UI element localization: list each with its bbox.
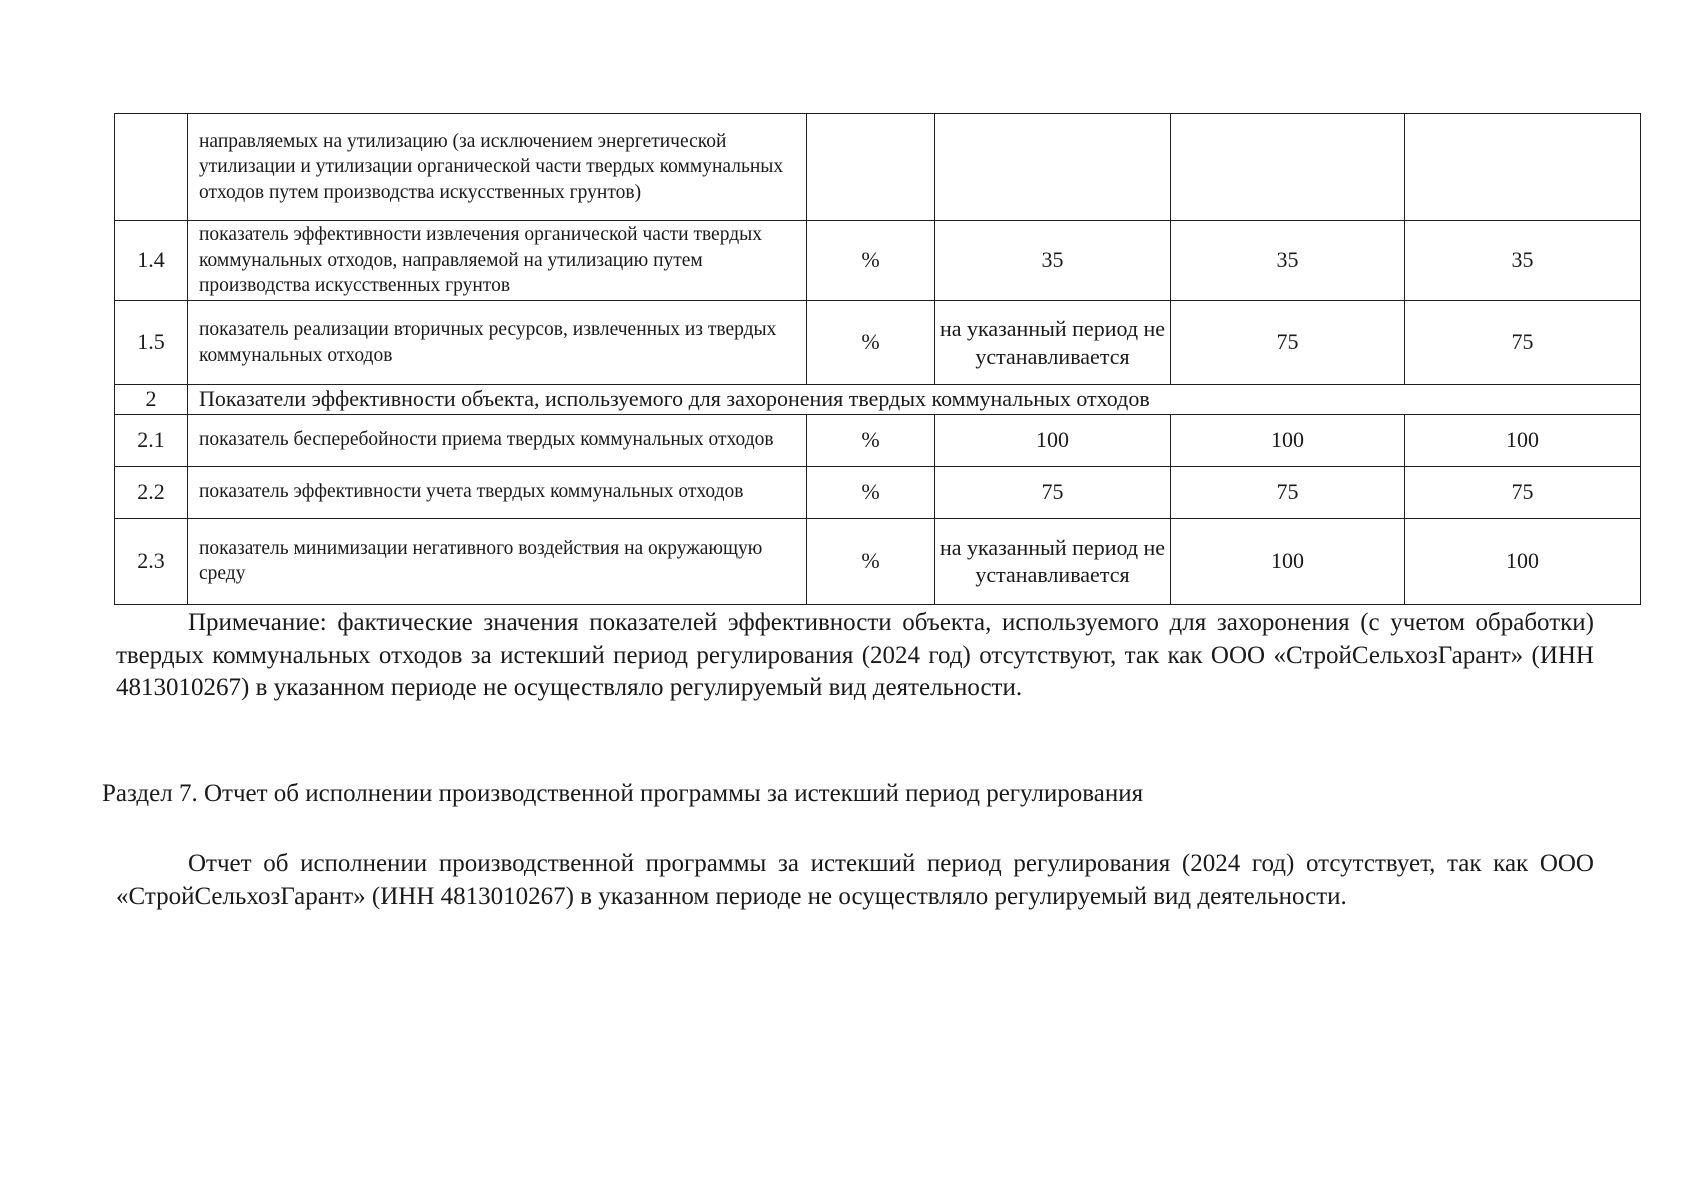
value-cell: 100: [1405, 518, 1641, 604]
value-cell: 75: [1405, 466, 1641, 518]
table-row: [115, 414, 1641, 466]
table-row: [115, 466, 1641, 518]
row-number: 2.2: [115, 466, 188, 518]
indicator-name: показатель эффективности извлечения органической части твердых коммунальных отходов, направляемой на утилизацию путем производства искусственных грунтов: [188, 221, 807, 301]
indicator-name: показатель реализации вторичных ресурсов, извлеченных из твердых коммунальных отходов: [188, 301, 807, 385]
value-cell: 35: [1405, 221, 1641, 301]
section-number: 2: [115, 385, 188, 415]
unit-cell: %: [807, 518, 935, 604]
row-number: 1.4: [115, 221, 188, 301]
row-number: 1.5: [115, 301, 188, 385]
unit-cell: %: [807, 221, 935, 301]
row-number: 2.3: [115, 518, 188, 604]
indicator-name: показатель минимизации негативного воздействия на окружающую среду: [188, 518, 807, 604]
section-7-paragraph: [116, 848, 1594, 913]
table-row: [115, 114, 1641, 221]
indicator-name: показатель эффективности учета твердых коммунальных отходов: [188, 466, 807, 518]
unit-cell: %: [807, 414, 935, 466]
value-cell: [935, 114, 1171, 221]
unit-cell: %: [807, 301, 935, 385]
value-cell: 75: [1171, 466, 1405, 518]
indicator-name: направляемых на утилизацию (за исключением энергетической утилизации и утилизации органической части твердых коммунальных отходов путем производства искусственных грунтов): [188, 114, 807, 221]
note-paragraph: [116, 607, 1594, 705]
section-7-text: Отчет об исполнении производственной программы за истекший период регулирования (2024 год) отсутствует, так как ООО «СтройСельхозГарант» (ИНН 4813010267) в указанном периоде не осуществляло регулируемый вид деятельности.: [116, 850, 1594, 910]
value-cell: 35: [935, 221, 1171, 301]
unit-cell: [807, 114, 935, 221]
value-cell: 100: [1405, 414, 1641, 466]
value-cell: [1171, 114, 1405, 221]
value-cell: 100: [935, 414, 1171, 466]
indicator-name: показатель бесперебойности приема твердых коммунальных отходов: [188, 414, 807, 466]
value-cell: на указанный период не устанавливается: [935, 518, 1171, 604]
value-cell: 75: [1405, 301, 1641, 385]
value-cell: [1405, 114, 1641, 221]
table-row: [115, 221, 1641, 301]
table-row: [115, 301, 1641, 385]
value-cell: на указанный период не устанавливается: [935, 301, 1171, 385]
section-row: [115, 385, 1641, 415]
value-cell: 100: [1171, 414, 1405, 466]
section-7-heading: Раздел 7. Отчет об исполнении производственной программы за истекший период регулирования: [102, 780, 1144, 807]
value-cell: 75: [935, 466, 1171, 518]
unit-cell: %: [807, 466, 935, 518]
value-cell: 35: [1171, 221, 1405, 301]
note-text: Примечание: фактические значения показателей эффективности объекта, используемого для захоронения (с учетом обработки) твердых коммунальных отходов за истекший период регулирования (2024 год) отсутствуют, так как ООО «СтройСельхозГарант» (ИНН 4813010267) в указанном периоде не осуществляло регулируемый вид деятельности.: [116, 609, 1594, 701]
row-number: 2.1: [115, 414, 188, 466]
value-cell: 75: [1171, 301, 1405, 385]
section-title: Показатели эффективности объекта, используемого для захоронения твердых коммунальных отходов: [188, 385, 1641, 415]
table-row: [115, 518, 1641, 604]
row-number: [115, 114, 188, 221]
indicators-table: [114, 113, 1641, 605]
value-cell: 100: [1171, 518, 1405, 604]
